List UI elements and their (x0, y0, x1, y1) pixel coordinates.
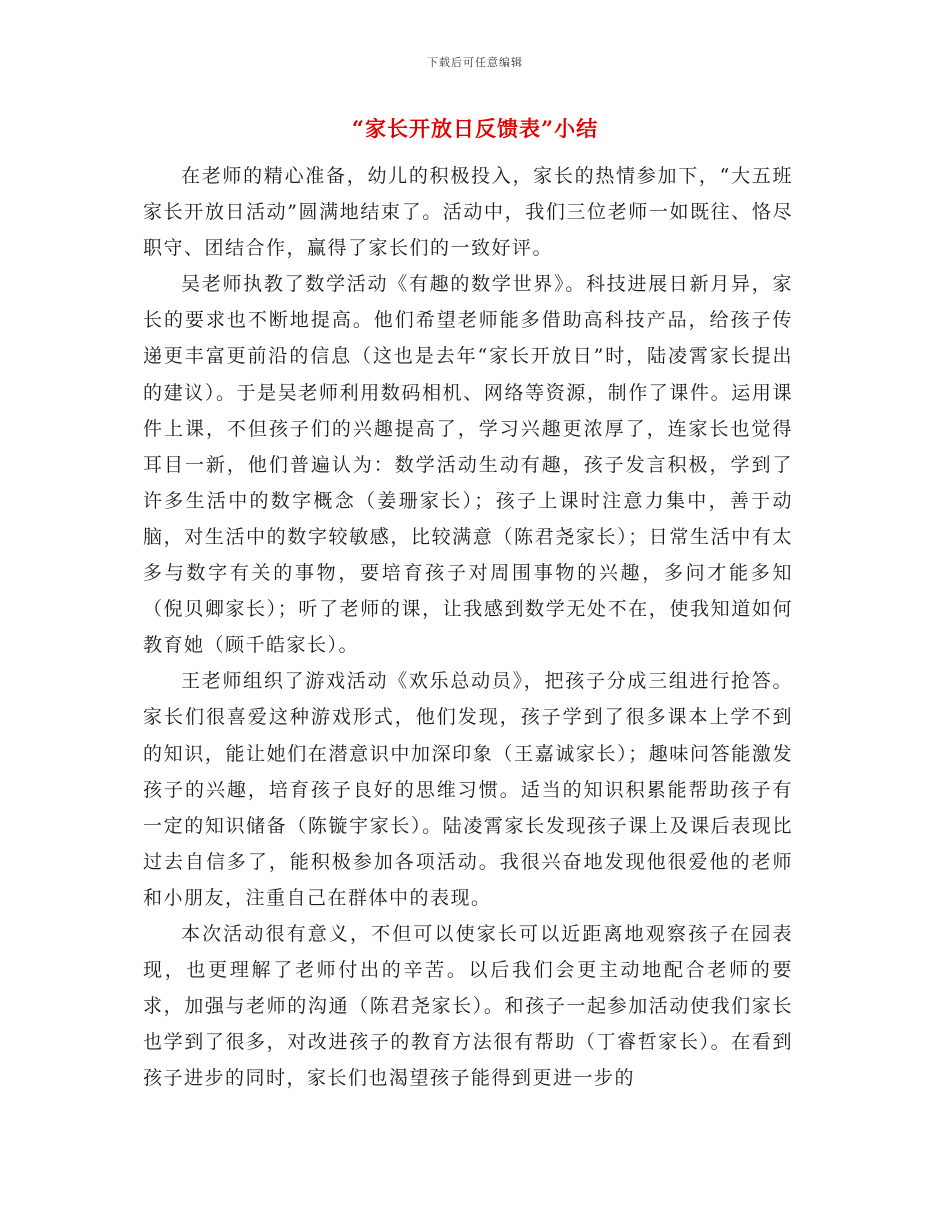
document-body (143, 158, 793, 1096)
paragraph-game-activity: 王老师组织了游戏活动《欢乐总动员》，把孩子分成三组进行抢答。家长们很喜爱这种游戏形式，他们发现，孩子学到了很多课本上学不到的知识，能让她们在潜意识中加深印象（王嘉诚家长）；趣味问答能激发孩子的兴趣，培育孩子良好的思维习惯。适当的知识积累能帮助孩子有一定的知识储备（陈镟宇家长）。陆凌霄家长发现孩子课上及课后表现比过去自信多了，能积极参加各项活动。我很兴奋地发现他很爱他的老师和小朋友，注重自己在群体中的表现。 (143, 670, 793, 909)
paragraph-math-activity: 吴老师执教了数学活动《有趣的数学世界》。科技进展日新月异，家长的要求也不断地提高。他们希望老师能多借助高科技产品，给孩子传递更丰富更前沿的信息（这也是去年“家长开放日”时，陆凌霄家长提出的建议）。于是吴老师利用数码相机、网络等资源，制作了课件。运用课件上课，不但孩子们的兴趣提高了，学习兴趣更浓厚了，连家长也觉得耳目一新，他们普遍认为：数学活动生动有趣，孩子发言积极，学到了许多生活中的数字概念（姜珊家长）；孩子上课时注意力集中，善于动脑，对生活中的数字较敏感，比较满意（陈君尧家长）；日常生活中有太多与数字有关的事物，要培育孩子对周围事物的兴趣，多问才能多知（倪贝卿家长）；听了老师的课，让我感到数学无处不在，使我知道如何教育她（顾千皓家长）。 (143, 273, 793, 657)
header-note: 下载后可任意编辑 (427, 56, 523, 69)
document-title: “家长开放日反馈表”小结 (351, 116, 599, 141)
paragraph-intro: 在老师的精心准备，幼儿的积极投入，家长的热情参加下，“大五班家长开放日活动”圆满地结束了。活动中，我们三位老师一如既往、恪尽职守、团结合作，赢得了家长们的一致好评。 (143, 165, 793, 260)
paragraph-summary: 本次活动很有意义，不但可以使家长可以近距离地观察孩子在园表现，也更理解了老师付出的辛苦。以后我们会更主动地配合老师的要求，加强与老师的沟通（陈君尧家长）。和孩子一起参加活动使我们家长也学到了很多，对改进孩子的教育方法很有帮助（丁睿哲家长）。在看到孩子进步的同时，家长们也渴望孩子能得到更进一步的 (143, 922, 793, 1090)
